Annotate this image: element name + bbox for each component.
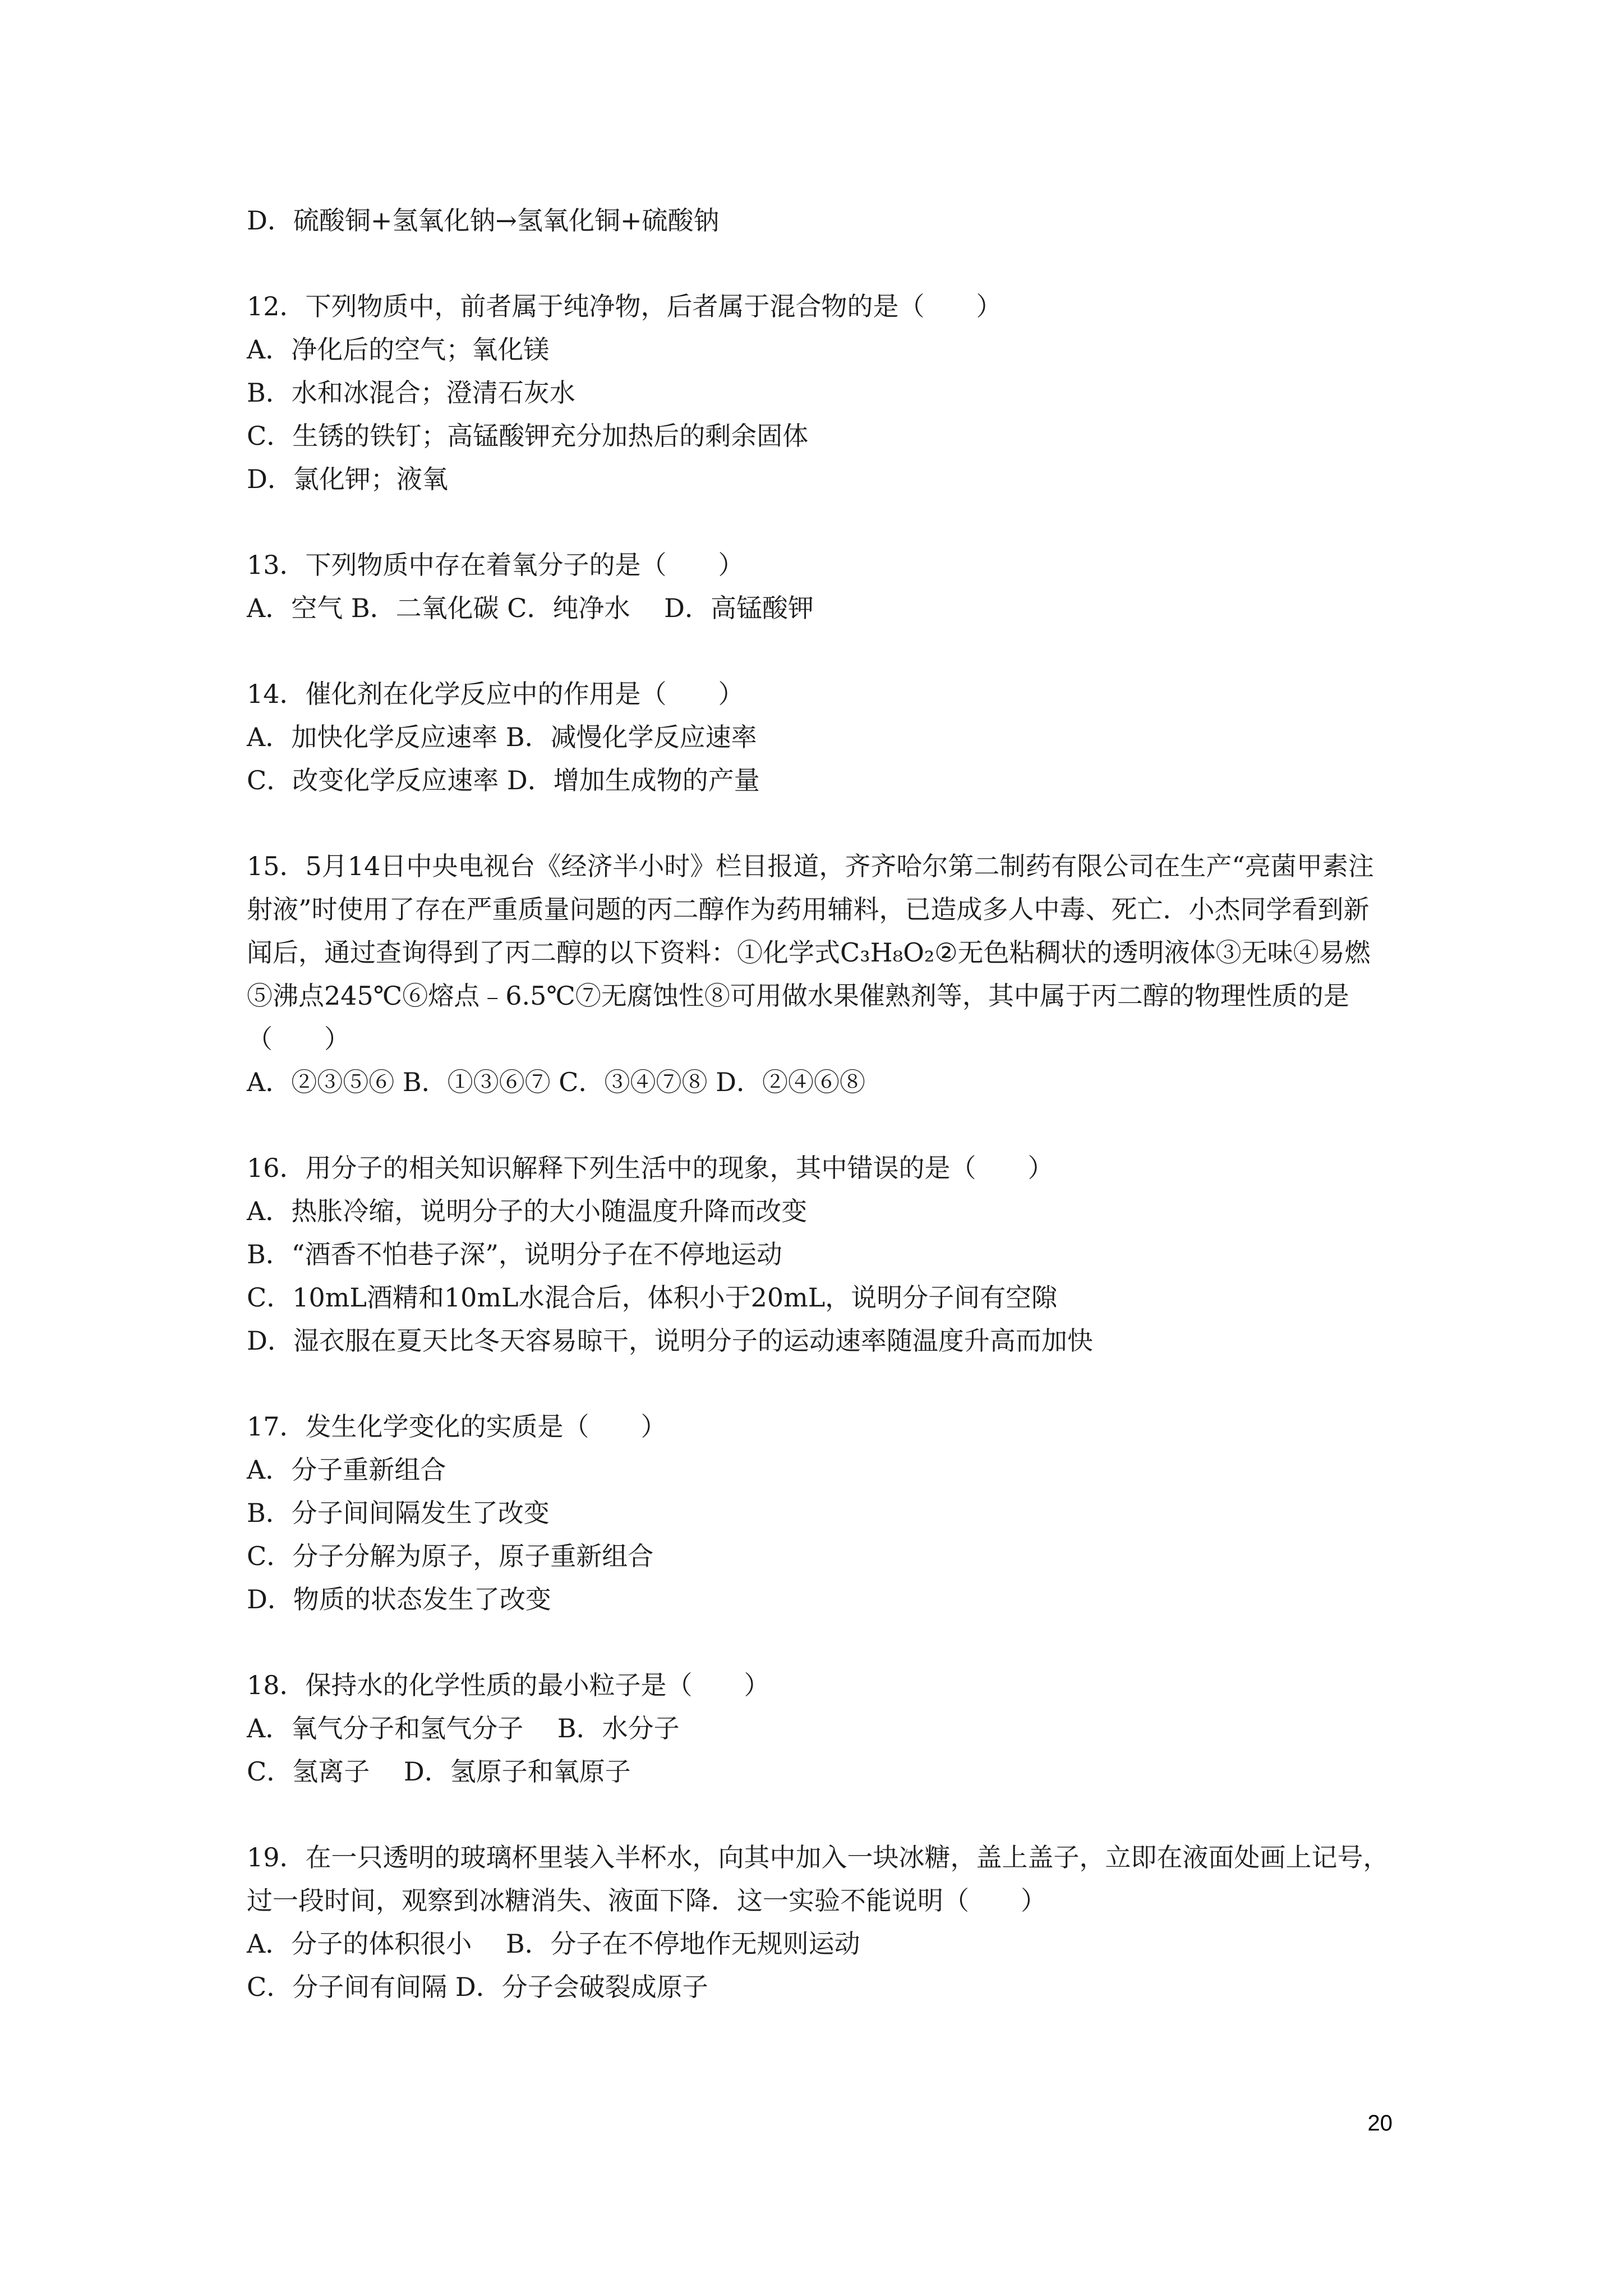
question-17-option-d: D．物质的状态发生了改变 [247, 1584, 551, 1614]
question-13-stem: 13．下列物质中存在着氧分子的是（ ） [247, 550, 744, 580]
question-12-option-d: D．氯化钾；液氧 [247, 464, 448, 494]
question-14-options-cd: C．改变化学反应速率 D．增加生成物的产量 [247, 765, 760, 795]
question-18-options-ab: A．氧气分子和氢气分子 B．水分子 [247, 1713, 680, 1743]
question-14-stem: 14．催化剂在化学反应中的作用是（ ） [247, 679, 744, 709]
question-11-option-d: D．硫酸铜+氢氧化钠→氢氧化铜+硫酸钠 [247, 205, 720, 236]
question-12 [247, 285, 1391, 501]
question-16-option-c: C．10mL酒精和10mL水混合后，体积小于20mL，说明分子间有空隙 [247, 1282, 1058, 1313]
question-12-stem: 12．下列物质中，前者属于纯净物，后者属于混合物的是（ ） [247, 291, 1002, 321]
question-18 [247, 1664, 1391, 1793]
question-13 [247, 544, 1391, 630]
question-11-option-d-block [247, 199, 1391, 242]
question-19-options-cd: C．分子间有间隔 D．分子会破裂成原子 [247, 1972, 708, 2002]
question-12-option-c: C．生锈的铁钉；高锰酸钾充分加热后的剩余固体 [247, 421, 809, 451]
page-number: 20 [1367, 2111, 1393, 2136]
question-19 [247, 1836, 1391, 2009]
question-16-option-a: A．热胀冷缩，说明分子的大小随温度升降而改变 [247, 1196, 808, 1226]
question-16-option-b: B．“酒香不怕巷子深”，说明分子在不停地运动 [247, 1239, 782, 1269]
question-12-option-a: A．净化后的空气；氧化镁 [247, 334, 550, 365]
question-14-options-ab: A．加快化学反应速率 B．减慢化学反应速率 [247, 722, 757, 752]
question-14 [247, 673, 1391, 802]
question-17-option-a: A．分子重新组合 [247, 1455, 446, 1485]
question-18-options-cd: C．氢离子 D．氢原子和氧原子 [247, 1756, 631, 1787]
question-19-options-ab: A．分子的体积很小 B．分子在不停地作无规则运动 [247, 1929, 860, 1959]
question-13-options: A．空气 B．二氧化碳 C．纯净水 D．高锰酸钾 [247, 593, 814, 623]
question-18-stem: 18．保持水的化学性质的最小粒子是（ ） [247, 1670, 770, 1700]
question-17-option-c: C．分子分解为原子，原子重新组合 [247, 1541, 654, 1571]
question-16-stem: 16．用分子的相关知识解释下列生活中的现象，其中错误的是（ ） [247, 1153, 1054, 1183]
question-16-option-d: D．湿衣服在夏天比冬天容易晾干，说明分子的运动速率随温度升高而加快 [247, 1326, 1093, 1356]
question-17 [247, 1405, 1391, 1621]
question-17-option-b: B．分子间间隔发生了改变 [247, 1498, 550, 1528]
question-15-options: A．②③⑤⑥ B．①③⑥⑦ C．③④⑦⑧ D．②④⑥⑧ [247, 1067, 865, 1097]
question-12-option-b: B．水和冰混合；澄清石灰水 [247, 378, 575, 408]
question-15 [247, 845, 1391, 1104]
question-17-stem: 17．发生化学变化的实质是（ ） [247, 1411, 667, 1442]
question-19-stem: 19．在一只透明的玻璃杯里装入半杯水，向其中加入一块冰糖，盖上盖子，立即在液面处画上记号，过一段时间，观察到冰糖消失、液面下降．这一实验不能说明（ ） [247, 1842, 1389, 1916]
question-15-stem: 15．5月14日中央电视台《经济半小时》栏目报道，齐齐哈尔第二制药有限公司在生产“亮菌甲素注射液”时使用了存在严重质量问题的丙二醇作为药用辅料，已造成多人中毒、死亡．小杰同学看到新闻后，通过查询得到了丙二醇的以下资料：①化学式C₃H₈O₂②无色粘稠状的透明液体③无味④易燃⑤沸点245℃⑥熔点﹣6.5℃⑦无腐蚀性⑧可用做水果催熟剂等，其中属于丙二醇的物理性质的是（ ） [247, 851, 1374, 1054]
question-content [247, 199, 1391, 2051]
question-16 [247, 1147, 1391, 1363]
